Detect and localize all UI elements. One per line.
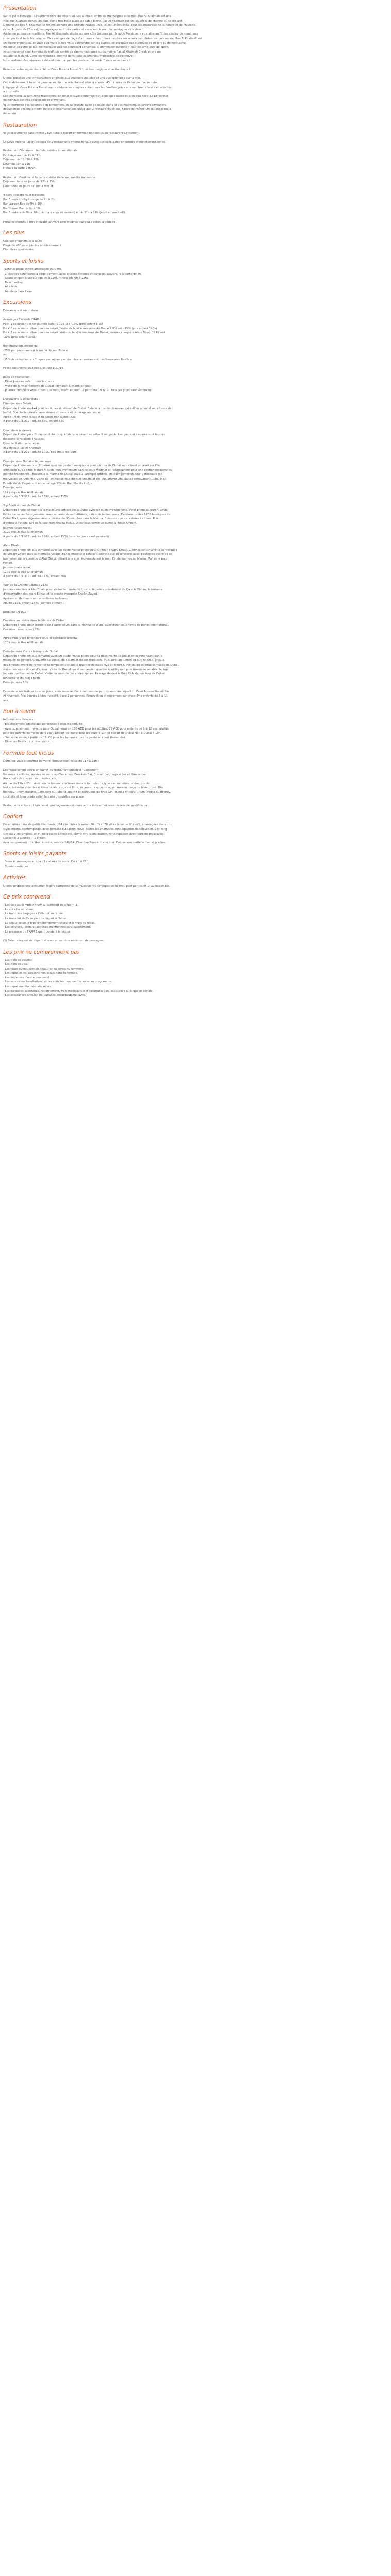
text-line: L'hôtel possède une infrastructure originale aux couleurs chaudes et une vue splendide sur la mer. (3, 77, 141, 80)
text-line: - Les repas et les boissons non inclus dans la formule. (3, 972, 78, 975)
text-line: À partir du 1/11/19 : adulte 88$, enfant 57$ (3, 420, 64, 423)
text-line: Restaurant Basilico : à la carte cuisine italienne, méditerranéenne. (3, 176, 96, 179)
text-line: - Les frais de visa. (3, 963, 28, 967)
text-line: . Sauna et bain à vapeur (de 7h à 22h), fitness (de 6h à 22h). (3, 277, 89, 280)
text-line: Excursions réalisables tous les jours, sous réserve d'un minimum de participants, au départ du Cove Rotana Resort Ras (3, 690, 170, 693)
text-line: Vous séjournerez dans l'hôtel Cove Rotana Resort en formule tout inclus au restaurant Cinnamon. (3, 131, 139, 135)
text-line: Demi-journée 50$ (3, 681, 28, 685)
text-line: - Avec supplément : navette pour Dubaï (environ 150 AED pour les adultes, 75 AED pour enfants de 6 à 12 ans, gratuit (3, 727, 169, 731)
text-line: 212$ depuis Ras Al Khaimah (3, 531, 43, 534)
text-line: Vous profiterez des piscines à débordement, de la grande plage de sable blanc et des magnifiques jardins paysagers. (3, 103, 167, 107)
text-block (3, 131, 388, 136)
text-line: Dîner de 19h à 23h. (3, 162, 31, 166)
section-title: Formule tout inclus (3, 750, 54, 756)
text-line: Pack 2 excursions : dîner journée safari / visite de la ville moderne de Dubaï 210$ soit -15% (prix enfant 146$) (3, 327, 157, 330)
text-block (3, 76, 388, 116)
text-line: - La franchise bagages à l'aller et au retour. (3, 912, 64, 916)
text-line: Déjeuner de 12h30 à 15h. (3, 158, 40, 162)
text-block (3, 193, 388, 215)
section-title: Restauration (3, 122, 37, 128)
text-line: Dubaï Mall, après déjeuner avec croisière de 30 minutes dans la Marina. Boissons non alcoolisées incluses. Puis (3, 517, 159, 521)
text-line: - Les dépenses d'ordre personnel. (3, 976, 51, 979)
text-line: Une vue magnifique a toute (3, 240, 42, 243)
text-line: Boissons sans alcool incluses. (3, 437, 45, 441)
text-block (3, 768, 388, 799)
text-line: Vous préférez des journées à déboulonner un peu les pieds sur le sable ? Vous serez ravis ! (3, 59, 131, 62)
text-line: découvrir ! (3, 112, 19, 116)
text-line: Bar Breakers de 9h à 19h (de mars en/à au samedi) et de 11h à 21h (jeudi et vendredi). (3, 211, 126, 215)
text-line: Restaurants et bars : Horaires et aménagements donnés à titre indicatif et sous réserve de modification. (3, 804, 149, 807)
text-block (3, 504, 388, 539)
text-line: Top 5 attractions de Dubaï (3, 504, 40, 507)
text-line: Départ de l'hôtel pour croisière en boutre de 2h dans la Marina de Dubaï avec dîner sous forme de buffet international. (3, 623, 169, 627)
text-line: promener sur la corniche d'Abu Dhabi, offrant une vue imprenable sur la mer. Fin de journée au Marina Mall et le parc (3, 557, 168, 561)
text-line: Chambres spacieuses (3, 248, 34, 252)
text-line: Au coeur de votre séjour, ne manquez pas les courses de chameaux, immersion garantie ! Pour les amateurs de sport, (3, 46, 169, 49)
section-title: Sports et loisirs payants (3, 851, 67, 857)
text-line: Dissimulées dans de petits bâtiments, 204 chambres (environ 30 m²) et 78 villas (environ 119 m²), aménagées dans un (3, 823, 170, 827)
text-line: - Dîner au Basilico sur réservation. (3, 740, 52, 744)
text-line: ans. (3, 699, 9, 702)
text-line: Avantages Exclusifs FRAM : (3, 318, 41, 321)
text-line: Bar Sunset Bar de 9h à 19h. (3, 207, 43, 210)
text-block (3, 619, 388, 632)
text-line: Départ de l'hôtel en 4x4 pour les dunes du désert de Dubaï. Balade à dos de chameau, puis dîner oriental sous forme de (3, 406, 172, 410)
section-title: Confort (3, 814, 23, 820)
text-line: Déroulez-vous et profitez de votre formule tout inclus de 11h à 23h : (3, 759, 99, 763)
text-line: Bar Breeze Lobby Lounge de 9h à 2h. (3, 198, 56, 201)
text-line: Cet établissement haut de gamme au charme oriental est situé à environ 45 minutes de Dubaï par l'autoroute. (3, 81, 158, 84)
text-block (3, 903, 388, 934)
text-line: aquatique Iceland. Cette polyvalence, comme dans tous les Emirats, impossible de s'ennuyer. (3, 55, 134, 58)
text-line: - Les repas mentionnés non inclus. (3, 985, 52, 989)
text-block (3, 140, 388, 145)
page-content (0, 0, 391, 1012)
text-line: Possibilité de l'aquarium et de l'étage 124 du Burj Khalifa inclus. (3, 482, 93, 485)
text-line: Croisière en boutre dans la Marina de Dubaï (3, 619, 64, 623)
text-block (3, 690, 388, 703)
text-line: Bénéficiez également de : (3, 345, 40, 348)
text-line: 4 bars : collations et boissons. (3, 193, 45, 197)
text-line: L'Emirat de Ras Al Khaimah se trouve au nord des Emirats Arabes Unis. Ici est un lieu idéal pour les amoureux de la nature et de l'histoire, (3, 24, 197, 27)
text-line: Tour de la Grande Capitale 212$ (3, 584, 48, 587)
text-line: - Les services, loisirs et activités mentionnés sans supplément. (3, 926, 91, 929)
text-line: 110$ depuis Ras Al Khaimah (3, 641, 43, 645)
text-line: riche. Au sein de l'Emirat, les paysages sont très variés et associent la mer, la montagne et le désert. (3, 28, 145, 31)
section-title: Présentation (3, 6, 37, 11)
text-block (3, 460, 388, 499)
text-line: Découverte & excursions : (3, 398, 40, 401)
text-line: Départ de l'hôtel en bus climatisé avec un guide Francophone pour un tour d'Abou Dhabi. L'édifice est un arrêt à la mosquée (3, 548, 177, 552)
text-line: Dîner journée Safari (3, 402, 31, 405)
section-title: Ce prix comprend (3, 894, 50, 901)
text-line: À partir du 1/11/19 : adulte 117$, enfant 86$ (3, 575, 66, 579)
text-line: Déjeuner tous les jours de 12h à 15h. (3, 180, 56, 184)
text-block (3, 344, 388, 362)
text-line: Le Cove Rotana Resort dispose de 2 restaurants internationaux avec des spécialités orientales et méditerranéennes. (3, 140, 166, 144)
text-line: Al Khaimah. Prix donnés à titre indicatif, base 2 personnes. Réservation et règlement sur place. Prix enfants de 3 à 11 (3, 694, 168, 698)
text-line: Plage de 600 m et piscine à débordement (3, 244, 62, 247)
text-line: merveilles de l'Atlantis. Visite de l'immense tour du Burj Khalifa et de l'Aquarium) vital dans l'extravagant Dubaï Mall. (3, 478, 167, 481)
text-line: . Longue plage privée aménagée (600 m). (3, 267, 62, 271)
text-line: Découverte & excursions (3, 309, 38, 313)
text-line: en pleine expansion, et vous pourrez à la fois vous y détendre sur les plages, et découvrir ses étendues de désert ou de montagne. (3, 41, 187, 45)
text-line: 96$ depuis Ras Al Khaimah (3, 446, 41, 450)
text-line: Les repas seront servis en buffet du restaurant principal "Cinnamon" (3, 769, 99, 772)
text-block (3, 14, 388, 63)
text-block (3, 397, 388, 424)
text-line: 124$ depuis Ras Al Khaimah (3, 490, 43, 494)
text-line: Demi-journée Visite classique de Dubaï (3, 650, 58, 654)
text-line: de Sheikh Zayed puis au Heritage Village. Faites ensuite le palace d'Emirats aux décorations aussi opulentes avant de se (3, 553, 172, 556)
text-line: pour les enfants de moins de 6 ans). Départ de l'hôtel tous les jours à 11h et départ de Dubaï Mall à Dubaï à 19h. (3, 732, 161, 735)
text-line: . Beach volley. (3, 281, 23, 284)
text-line: buffet. Spectacle oriental avec danse du ventre et tatouage au henné. (3, 411, 102, 415)
text-line: ou (3, 353, 7, 357)
text-line: - La présence du FRAM Expert pendant le séjour. (3, 930, 71, 934)
text-line: Départ de l'hôtel en bus climatisé avec un guide francophone pour un tour de Dubaï en incluant un arrêt sur l'île (3, 464, 160, 468)
text-line: Les chambres, alliant style traditionnel oriental et style contemporain, sont spacieuses et bien équipées. Le personnel (3, 94, 168, 98)
text-line: L'hôtel propose une animation légère composée de la musique live (groupes de bilans), post parties et DJ au beach bar. (3, 884, 170, 888)
text-block (3, 860, 388, 869)
text-block (3, 636, 388, 645)
text-line: Jours de réalisation : (3, 376, 32, 379)
section-title: Sports et loisirs (3, 258, 44, 264)
text-line: Quad le Matin (sans repas) (3, 442, 41, 446)
text-line: Boissons à volonté, servies au verre au Cinnamon, Breakers Bar, Sunset bar, Lagoon bar et Breeze bar. (3, 773, 147, 776)
text-line: - Les vols au comptoir FRAM à l'aéroport de départ (1). (3, 904, 79, 907)
text-line: . Aérobics. (3, 285, 18, 289)
text-line: Après-Midi (avec dîner barbecue et spectacle oriental) (3, 637, 79, 640)
text-line: Au bar de 11h à 23h, sélection de boissons incluses dans la formule, de type eau minérale, sodas, jus de (3, 782, 150, 785)
text-line: Départ de l'hôtel puis 2h de conduite de quad dans le désert en suivant un guide. Les gants et casques sont fournis. (3, 433, 166, 437)
text-line: - Etablissement adapté aux personnes à mobilité réduite. (3, 722, 84, 726)
text-block (3, 610, 388, 615)
text-line: Abou Dhabi (3, 544, 20, 547)
text-block (3, 309, 388, 313)
text-line: cités, ports et forts historiques. Des vestiges de l'âge du bronze et les ruines de cités anciennes complètent ce patrimoine. Ras Al Khaimah est (3, 37, 203, 40)
text-line: Sur le golfe Persique, à l'extrême nord du désert du Ras al-Khaïr, entre les montagnes et la mer, Ras Al Khaimah est une (3, 15, 171, 18)
section-title: Excursions (3, 300, 31, 306)
text-line: Ferrari. (3, 562, 13, 565)
text-block (3, 718, 388, 744)
text-line: Dîner tous les jours de 18h à minuit. (3, 184, 54, 188)
text-line: cocktails et long drinks selon la carte disponible sur place. (3, 795, 85, 799)
text-line: Réservez votre séjour dans l'hôtel Cove Rotana Resort 5*, un lieu magique et authentique ! (3, 68, 131, 72)
text-line: d'entrée à l'étage 124 de la tour Burj Khalifa inclus. Dîner sous forme de buffet à l'hôtel Armani. (3, 521, 137, 525)
text-block (3, 220, 388, 225)
text-line: bateau traditionnel de Dubaï. Visite du souk de l'or et des épices. Passage devant le Burj Al Arab puis tour de Dubaï (3, 672, 165, 676)
text-line: -20% (prix enfant 206$) (3, 336, 37, 340)
text-line: Après-midi (boissons non alcoolisées incluses) (3, 597, 68, 601)
text-block (3, 884, 388, 889)
text-line: Aux courts des repas : eau, sodas, vin. (3, 777, 57, 781)
text-block (3, 239, 388, 252)
text-line: - Journée complète Abou Dhabi : samedi, mardi et jeudi (à partir du 1/11/19 : tous les jours sauf vendredi) (3, 389, 151, 393)
text-line: - Dîner journée safari : tous les jours (3, 380, 54, 383)
section-title: Bon à savoir (3, 709, 36, 715)
text-line: À partir du 1/11/19 : adulte 101$, 86$ (tous les jours) (3, 451, 78, 454)
text-line: - Les assurances annulation, bagages, responsabilité civile. (3, 994, 86, 997)
text-line: Journée (avec repas) (3, 526, 32, 530)
text-block (3, 429, 388, 455)
text-block (3, 366, 388, 371)
text-line: vous trouverez deux terrains de golf, un centre de sports nautiques sur la rivière Ras al Khaimah Creek et le parc (3, 50, 161, 54)
text-line: Capacité: 2 adultes + 1 enfant. (3, 837, 47, 840)
text-line: À partir du 1/11/19 : adulte 226$, enfant 151$ (tous les jours sauf vendredi) (3, 535, 109, 538)
section-title: Les prix ne comprennent pas (3, 949, 80, 955)
text-block (3, 939, 388, 943)
text-line: . Sports nautiques. (3, 865, 29, 868)
text-line: des Emirats avant de remonter le temps en visitant le quartier de Bastakiya et le fort Al Fahidi, où se situe le musée de Dubaï. (3, 663, 180, 667)
text-line: Journée (sans repas) (3, 566, 32, 569)
text-line: . Aérobics dans l'eau. (3, 290, 33, 293)
text-line: - Les garanties assistance, rapatriement, frais médicaux et d'hospitalisation, assistance juridique et pénale. (3, 989, 154, 993)
text-line: multilingue est très accueillant et prévenant. (3, 99, 66, 103)
text-block (3, 544, 388, 579)
text-line: marché traditionnel. Ensuite à la marina de Dubaï, puis à l'archipel artificiel de Palm Jumeirah pour y découvrir les (3, 473, 162, 477)
text-line: Demi-journée (3, 486, 22, 490)
text-block (3, 583, 388, 605)
text-line: Bombay, Rhum Bacardi, Carlsberg ou Tuborg, apéritif et spiritueux de type Gin, Tequila Whisky, Rhum, Vodka ou Brandy, (3, 791, 171, 794)
text-line: - Le transfert de l'aéroport de départ à l'hôtel. (3, 917, 68, 920)
text-block (3, 67, 388, 72)
text-block (3, 650, 388, 685)
text-line: fruits, boissons chaudes et bière locale, vin, café filtre, expresso, cappuccino, vin maison rouge ou blanc, rosé, Gin (3, 786, 163, 790)
text-line: Informations diverses : (3, 718, 35, 722)
text-line: Petit déjeuner de 7h à 11h. (3, 154, 41, 157)
text-line: 120$ depuis Ras Al Khaimah (3, 570, 43, 574)
text-line: Jusqu'au 1/11/19 : (3, 610, 28, 614)
text-line: Quad dans le désert (3, 429, 31, 432)
text-line: À partir du 1/11/19 : adulte 159$, enfant 115$ (3, 495, 68, 499)
text-line: Croisière (avec repas) 88$ (3, 628, 40, 632)
text-line: d'observation des tours Etihad et la grande mosquée Sheikh Zayed. (3, 592, 98, 596)
text-block (3, 375, 388, 393)
text-block (3, 958, 388, 998)
text-line: Pack 1 excursion : dîner journée safari / 79$ soit -10% (prix enfant 51$) (3, 323, 103, 326)
section-title: Activités (3, 875, 26, 881)
text-block (3, 804, 388, 808)
text-line: - Tenue de soirée à partir de 19h00 pour les hommes, pas de pantalon court (bermuda). (3, 736, 126, 739)
text-line: Restaurant Cinnamon : buffets, cuisine internationale. (3, 149, 79, 153)
text-line: - Le séjour selon le type d'hébergement choisi et le type de repas. (3, 921, 95, 925)
section-title: Les plus (3, 230, 25, 236)
text-line: Départ de l'hôtel et tour des 5 meilleures attractions à Dubaï avec un guide Francophone. Arrêt photo au Burj Al Arab. (3, 509, 168, 512)
text-line: - Les taxes éventuelles de séjour et de sortie du territoire. (3, 967, 84, 971)
text-line: - Les excursions facultatives, et les activités non mentionnées au programme. (3, 980, 112, 984)
text-line: Ancienne puissance maritime, Ras Al Khaimah, située sur une côte baignée par le golfe Persique, a vu naître au fil des siècles de nombreux (3, 32, 198, 36)
text-line: Journée complète à Abu Dhabi pour visiter le musée du Louvre, le palais présidentiel de Qasr Al Watan, la terrasse (3, 588, 163, 591)
text-line: L'équipe du Cove Rotana Resort saura séduire les couples autant que les familles grâce aux nombreux loisirs et activités (3, 86, 172, 89)
text-line: artificielle ou se situe le Burj Al Arab, puis immersion dans le souk Madinat et l'atmosphère pour une section moderne du (3, 468, 172, 472)
text-line: Adulte 212$, enfant 137$ (samedi et mardi) (3, 601, 65, 605)
text-line: . 2 piscines extérieures à débordement, avec chaises longues et parasols. Ouverture à partir de 7h. (3, 272, 142, 276)
text-block (3, 176, 388, 189)
text-line: Pack 3 excursions : dîner journée safari, visite de la ville moderne de Dubaï, journée complète Abou Dhabi 291$ soit (3, 331, 165, 335)
text-line: style oriental contemporain avec terrasse ou balcon privé. Toutes les chambres sont équipées de télévision, 2 lit King (3, 828, 167, 831)
text-block (3, 318, 388, 340)
text-line: à proximité. (3, 90, 20, 94)
text-line: Menu à la carte 24h/24. (3, 167, 37, 171)
text-line: - Visite de la ville moderne de Dubaï : dimanche, mardi et jeudi (3, 384, 91, 388)
text-line: Après - Midi (avec repas et boissons non alcool) 82$ (3, 415, 76, 419)
text-line: mosquée de Jumeirah, ouverte au public, de l'islam et de ses traditions. Puis arrêt au tunnel du Burj Al Arab, joyaux (3, 659, 165, 663)
text-line: size ou 2 lits simples, Wi-Fi, nécessaire à thé/café, coffre-fort, climatisation, fer à repasser avec table de repassage. (3, 832, 165, 836)
text-block (3, 149, 388, 171)
text-block (3, 759, 388, 764)
text-line: Avec supplément : minibar, cuisine, service 24h/24. Chambre Premium vue mer. Deluxe vue partielle mer et piscine. (3, 841, 166, 844)
text-line: . Soins et massages au spa : 7 cabines de soins. De 9h à 21h. (3, 860, 89, 864)
text-line: ville aux nuances riches. En plus d'une très belle plage de sable blanc, Ras Al Khaimah est un lieu plein de charme où se mêlent (3, 19, 182, 23)
text-line: Départ de l'hôtel en bus climatisé avec un guide Francophone pour la découverte de Dubaï en commençant par la (3, 654, 162, 658)
text-line: visiter les souks d'or et d'épices. Visite de Bastakiya et son ancien quartier traditionnel, puis traversée en abra, le taxi (3, 668, 168, 671)
text-line: dégustation des mets traditionnels et internationaux grâce aux 2 restaurants et aux 4 bars de l'hôtel. Un lieu magique à (3, 108, 171, 111)
text-line: Horaires donnés à titre indicatif pouvant être modifiés sur place selon la période. (3, 220, 117, 224)
text-block (3, 823, 388, 845)
text-line: (1) Selon aéroport de départ et avec un nombre minimum de passagers. (3, 939, 105, 942)
text-line: Demi-journée Dubaï ville moderne (3, 460, 51, 463)
text-line: -25% de réduction sur 1 repas par séjour par chambre au restaurant méditerranéen Basilico. (3, 358, 133, 361)
text-line: - Les frais de dossier. (3, 958, 32, 962)
text-line: - Le vol aller et retour. (3, 908, 34, 911)
text-line: moderne et du Burj Khalifa. (3, 676, 42, 680)
text-block (3, 267, 388, 294)
text-line: -25% par personne sur le menu du jour Arôme (3, 349, 68, 352)
text-line: Petite pause au Palm Jumeirah avec un arrêt devant Atlantis, palais de la démesure. Découverte des 1200 boutiques du (3, 513, 170, 516)
text-line: Packs excursions valables jusqu'au 1/11/19. (3, 367, 64, 370)
text-line: Bar Lagoon Bay de 9h à 19h. (3, 202, 44, 206)
